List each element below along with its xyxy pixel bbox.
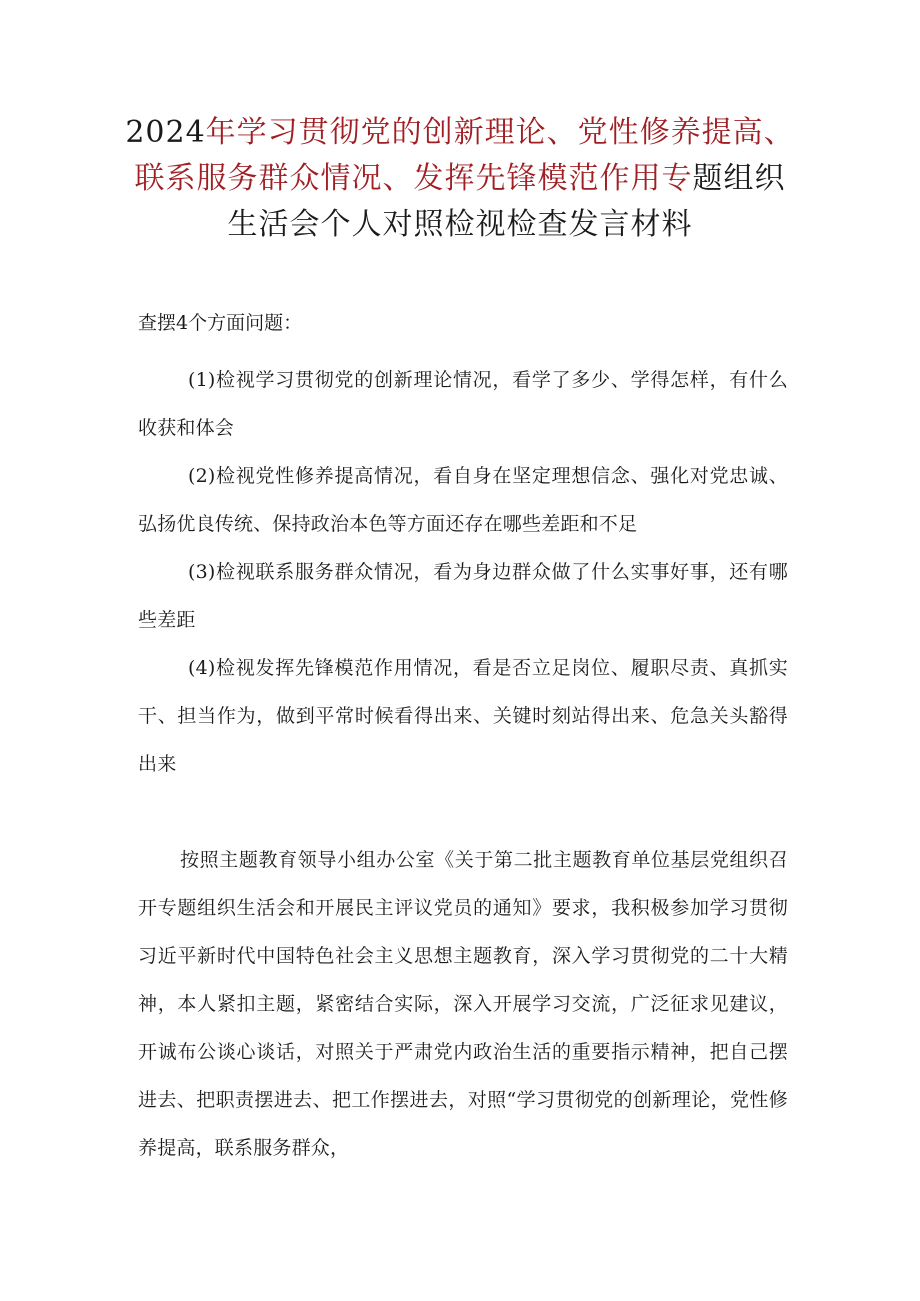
title-black-part: 题组织生活会个人对照检视检查发言材料 [227, 161, 786, 242]
document-title [120, 110, 800, 248]
issue-item-2: (2)检视党性修养提高情况，看自身在坚定理想信念、强化对党忠诚、弘扬优良传统、保持政治本色等方面还存在哪些差距和不足 [138, 465, 788, 535]
title-year: 2024 [125, 115, 206, 150]
body-paragraph: 按照主题教育领导小组办公室《关于第二批主题教育单位基层党组织召开专题组织生活会和开展民主评议党员的通知》要求，我积极参加学习贯彻习近平新时代中国特色社会主义思想主题教育，深入学习贯彻党的二十大精神，本人紧扣主题，紧密结合实际，深入开展学习交流，广泛征求见建议，开诚布公谈心谈话，对照关于严肃党内政治生活的重要指示精神，把自己摆进去、把职责摆进去、把工作摆进去，对照“学习贯彻党的创新理论，党性修养提高，联系服务群众， [138, 849, 788, 1159]
issue-item-4: (4)检视发挥先锋模范作用情况，看是否立足岗位、履职尽责、真抓实干、担当作为，做到平常时候看得出来、关键时刻站得出来、危急关头豁得出来 [138, 657, 788, 775]
title-red-part: 年学习贯彻党的创新理论、党性修养提高、联系服务群众情况、发挥先锋模范作用专 [134, 115, 795, 196]
lead-line: 查摆4个方面问题： [138, 312, 303, 334]
issue-item-1: (1)检视学习贯彻党的创新理论情况，看学了多少、学得怎样，有什么收获和体会 [138, 369, 788, 439]
issue-list [138, 356, 788, 788]
issue-item-3: (3)检视联系服务群众情况，看为身边群众做了什么实事好事，还有哪些差距 [138, 561, 788, 631]
